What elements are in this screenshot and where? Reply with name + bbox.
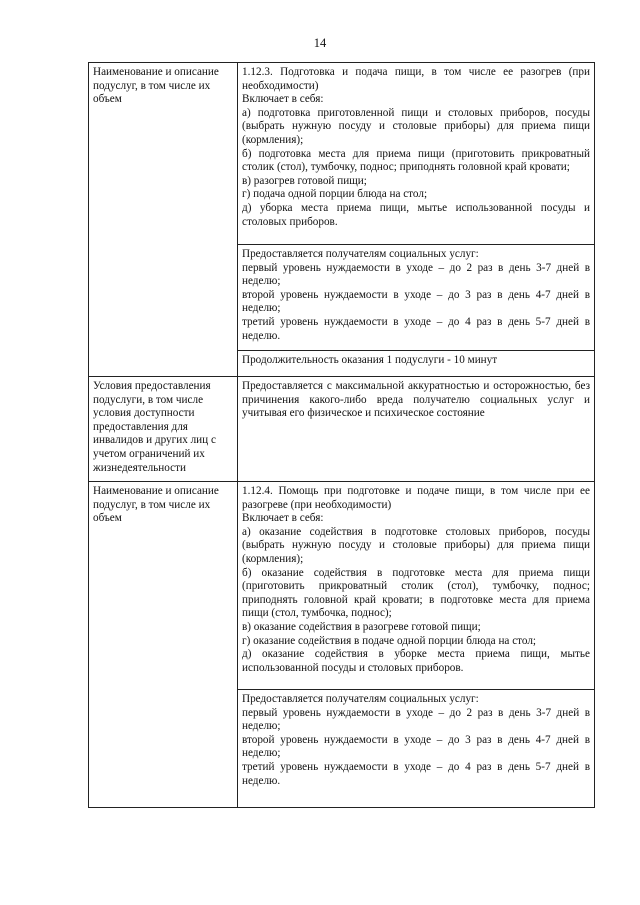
frequency-item: третий уровень нуждаемости в уходе – до 4 раз в день 5-7 дней в неделю. — [242, 760, 590, 787]
frequency-item: первый уровень нуждаемости в уходе – до 2 раз в день 3-7 дней в неделю; — [242, 261, 590, 288]
list-item: в) разогрев готовой пищи; — [242, 174, 367, 187]
list-item: б) подготовка места для приема пищи (приготовить прикроватный столик (стол), тумбочку, поднос; приподнять головной край кровати; — [242, 147, 590, 174]
table-row — [89, 377, 595, 482]
row-content — [238, 482, 595, 808]
row-content — [238, 63, 595, 377]
list-item: б) оказание содействия в подготовке места для приема пищи (приготовить прикроватный столик (стол), тумбочку, поднос; приподнять головной край кровати; в подготовке места для приема пищи (стол, тумбочка, поднос); — [242, 566, 590, 620]
frequency-block — [238, 245, 594, 351]
frequency-heading: Предоставляется получателям социальных услуг: — [242, 248, 479, 260]
service-description — [238, 63, 594, 245]
list-item: а) подготовка приготовленной пищи и столовых приборов, посуды (выбрать нужную посуду и столовые приборы) для приема пищи (кормления); — [242, 106, 590, 146]
frequency-block — [238, 690, 594, 807]
list-item: г) подача одной порции блюда на стол; — [242, 188, 428, 201]
frequency-item: третий уровень нуждаемости в уходе – до 4 раз в день 5-7 дней в неделю. — [242, 315, 590, 342]
service-description — [238, 482, 594, 690]
frequency-item: второй уровень нуждаемости в уходе – до 3 раз в день 4-7 дней в неделю; — [242, 733, 590, 760]
services-table — [88, 62, 595, 808]
service-title: 1.12.3. Подготовка и подача пищи, в том числе ее разогрев (при необходимости) — [242, 66, 590, 92]
conditions-text: Предоставляется с максимальной аккуратностью и осторожностью, без причинения какого-либо вреда получателю социальных услуг и учитывая его физическое и психическое состояние — [242, 380, 590, 420]
duration-block — [238, 351, 594, 376]
duration-text: Продолжительность оказания 1 подуслуги - 10 минут — [242, 354, 498, 366]
includes-heading: Включает в себя: — [242, 512, 324, 525]
service-title: 1.12.4. Помощь при подготовке и подаче пищи, в том числе при ее разогреве (при необходимости) — [242, 485, 590, 511]
list-item: д) оказание содействия в уборке места приема пищи, мытье использованной посуды и столовых приборов. — [242, 648, 590, 674]
table-row — [89, 63, 595, 377]
frequency-item: второй уровень нуждаемости в уходе – до 3 раз в день 4-7 дней в неделю; — [242, 288, 590, 315]
page-number: 14 — [313, 36, 327, 50]
row-label: Наименование и описание подуслуг, в том числе их объем — [89, 63, 238, 377]
row-label: Наименование и описание подуслуг, в том числе их объем — [89, 482, 238, 808]
table-row — [89, 482, 595, 808]
list-item: д) уборка места приема пищи, мытье использованной посуды и столовых приборов. — [242, 201, 590, 228]
row-label: Условия предоставления подуслуги, в том числе условия доступности предоставления для инвалидов и других лиц с учетом ограничений их жизнедеятельности — [89, 377, 238, 482]
includes-heading: Включает в себя: — [242, 93, 324, 106]
list-item: г) оказание содействия в подаче одной порции блюда на стол; — [242, 634, 537, 647]
frequency-heading: Предоставляется получателям социальных услуг: — [242, 693, 479, 705]
list-item: в) оказание содействия в разогреве готовой пищи; — [242, 620, 481, 633]
frequency-item: первый уровень нуждаемости в уходе – до 2 раз в день 3-7 дней в неделю; — [242, 706, 590, 733]
row-content — [238, 377, 595, 482]
list-item: а) оказание содействия в подготовке столовых приборов, посуды (выбрать нужную посуду и столовые приборы) для приема пищи (кормления); — [242, 525, 590, 565]
